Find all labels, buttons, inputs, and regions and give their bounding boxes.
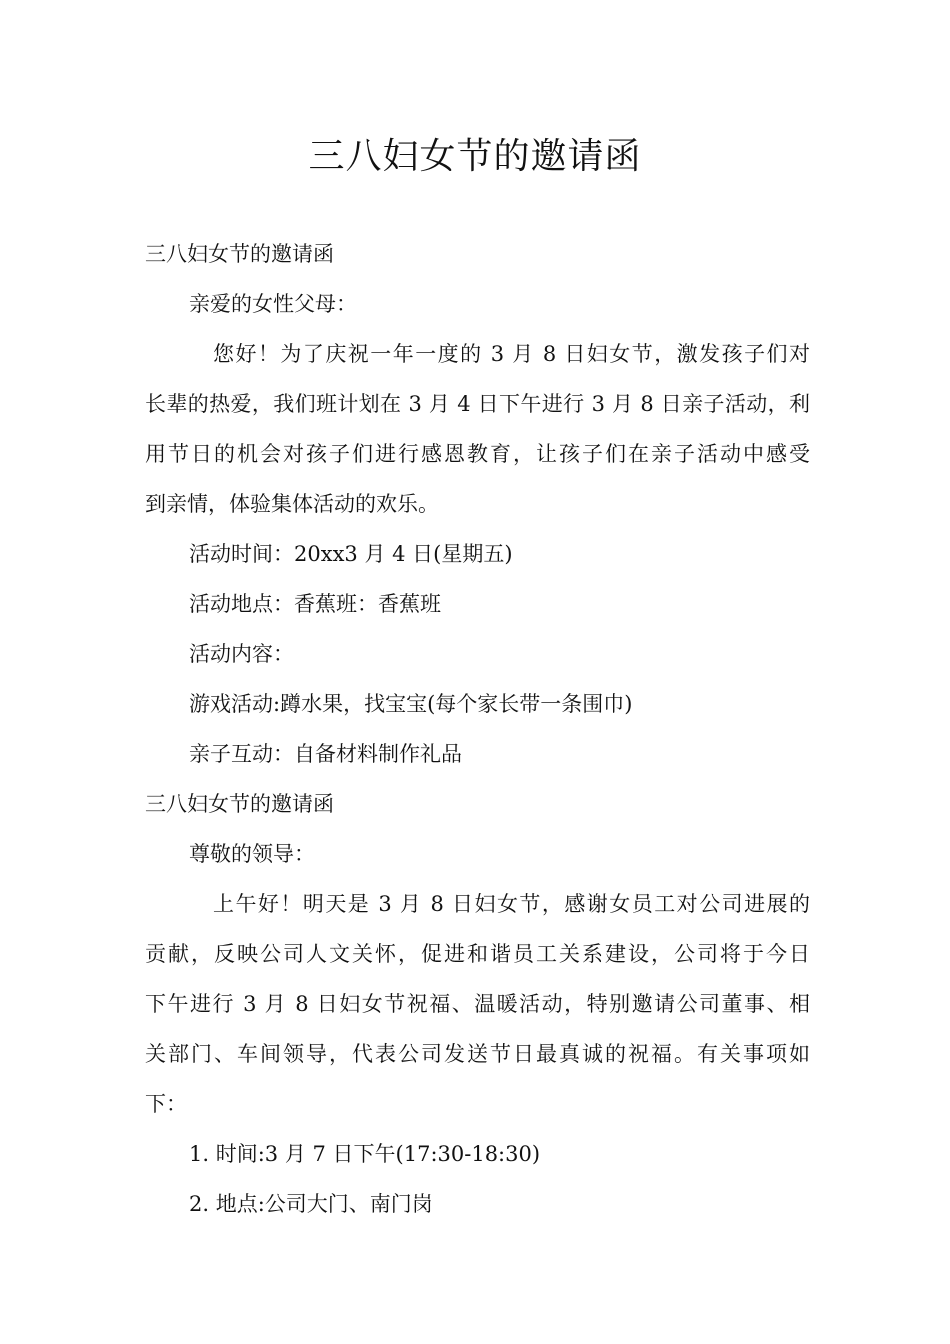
- paragraph-line: 关部门、车间领导，代表公司发送节日最真诚的祝福。有关事项如: [145, 1042, 810, 1066]
- paragraph-line: 您好！为了庆祝一年一度的 3 月 8 日妇女节，激发孩子们对: [213, 342, 810, 366]
- parent-child-activity: 亲子互动：自备材料制作礼品: [189, 742, 462, 766]
- paragraph-line: 用节日的机会对孩子们进行感恩教育，让孩子们在亲子活动中感受: [145, 442, 810, 466]
- list-item-location: 2. 地点:公司大门、南门岗: [189, 1192, 433, 1216]
- section-heading-1: 三八妇女节的邀请函: [145, 242, 334, 266]
- section-heading-2: 三八妇女节的邀请函: [145, 792, 334, 816]
- activity-content-label: 活动内容：: [189, 642, 294, 666]
- activity-location: 活动地点：香蕉班：香蕉班: [189, 592, 441, 616]
- paragraph-line: 上午好！明天是 3 月 8 日妇女节，感谢女员工对公司进展的: [213, 892, 810, 916]
- paragraph-line: 到亲情，体验集体活动的欢乐。: [145, 492, 439, 516]
- game-activity: 游戏活动:蹲水果，找宝宝(每个家长带一条围巾): [189, 692, 633, 716]
- salutation-parents: 亲爱的女性父母：: [189, 292, 357, 316]
- list-item-time: 1. 时间:3 月 7 日下午(17:30-18:30): [189, 1142, 541, 1166]
- paragraph-line: 下午进行 3 月 8 日妇女节祝福、温暖活动，特别邀请公司董事、相: [145, 992, 810, 1016]
- document-title: 三八妇女节的邀请函: [308, 136, 642, 177]
- paragraph-line: 长辈的热爱，我们班计划在 3 月 4 日下午进行 3 月 8 日亲子活动，利: [145, 392, 810, 416]
- paragraph-line: 贡献，反映公司人文关怀，促进和谐员工关系建设，公司将于今日: [145, 942, 810, 966]
- paragraph-line: 下：: [145, 1092, 187, 1116]
- activity-time: 活动时间：20xx3 月 4 日(星期五): [189, 542, 513, 566]
- salutation-leaders: 尊敬的领导：: [189, 842, 315, 866]
